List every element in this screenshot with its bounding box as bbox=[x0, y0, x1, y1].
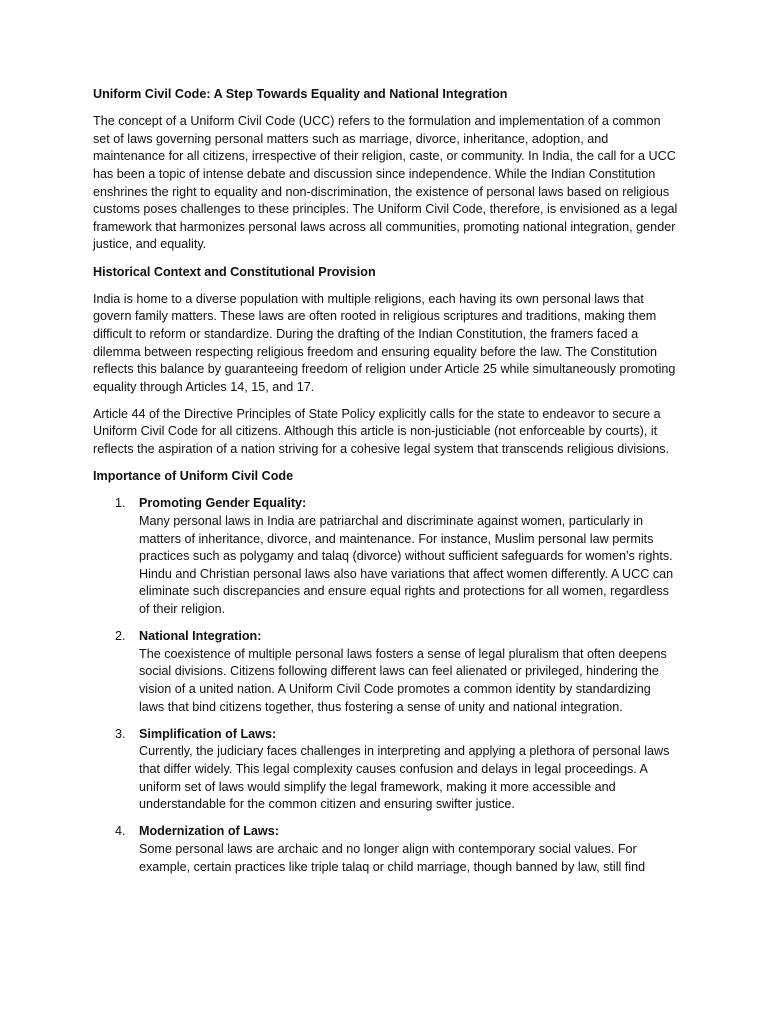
list-item-title: Promoting Gender Equality: bbox=[139, 496, 307, 511]
list-item-simplification bbox=[93, 726, 678, 814]
list-item-body: Currently, the judiciary faces challenges in interpreting and applying a plethora of personal laws that differ widely. This legal complexity causes confusion and delays in legal proceedings. A uniform set of laws would simplify the legal framework, making it more accessible and understandable for the common citizen and ensuring swifter justice. bbox=[139, 744, 670, 812]
section-heading-historical-context: Historical Context and Constitutional Provision bbox=[93, 264, 376, 279]
list-item-modernization bbox=[93, 823, 678, 876]
intro-paragraph: The concept of a Uniform Civil Code (UCC) refers to the formulation and implementation of a common set of laws governing personal matters such as marriage, divorce, inheritance, adoption, and maintenance for all citizens, irrespective of their religion, caste, or community. In India, the call for a UCC has been a topic of intense debate and discussion since independence. While the Indian Constitution enshrines the right to equality and non-discrimination, the existence of personal laws based on religious customs poses challenges to these principles. The Uniform Civil Code, therefore, is envisioned as a legal framework that harmonizes personal laws across all communities, promoting national integration, gender justice, and equality. bbox=[93, 114, 678, 252]
importance-list bbox=[93, 495, 678, 876]
document-title: Uniform Civil Code: A Step Towards Equality and National Integration bbox=[93, 87, 508, 101]
section-heading-importance: Importance of Uniform Civil Code bbox=[93, 469, 294, 484]
list-item-number: 1. bbox=[115, 496, 126, 511]
list-item-number: 4. bbox=[115, 824, 126, 839]
list-item-title: National Integration: bbox=[139, 629, 262, 644]
document-page bbox=[93, 86, 678, 886]
list-item-number: 3. bbox=[115, 726, 126, 741]
list-item-number: 2. bbox=[115, 629, 126, 644]
historical-context-paragraph-2: Article 44 of the Directive Principles of State Policy explicitly calls for the state to endeavor to secure a Uniform Civil Code for all citizens. Although this article is non-justiciable (not enforceable by courts), it reflects the aspiration of a nation striving for a cohesive legal system that transcends religious divisions. bbox=[93, 406, 670, 457]
list-item-title: Modernization of Laws: bbox=[139, 824, 279, 839]
historical-context-paragraph-1: India is home to a diverse population with multiple religions, each having its own personal laws that govern family matters. These laws are often rooted in religious scriptures and traditions, making them difficult to reform or standardize. During the drafting of the Indian Constitution, the framers faced a dilemma between respecting religious freedom and ensuring equality before the law. The Constitution reflects this balance by guaranteeing freedom of religion under Article 25 while simultaneously promoting equality through Articles 14, 15, and 17. bbox=[93, 291, 676, 394]
list-item-title: Simplification of Laws: bbox=[139, 726, 277, 741]
list-item-national-integration bbox=[93, 628, 678, 716]
list-item-body: Some personal laws are archaic and no longer align with contemporary social values. For example, certain practices like triple talaq or child marriage, though banned by law, still find bbox=[139, 841, 646, 874]
list-item-body: The coexistence of multiple personal laws fosters a sense of legal pluralism that often deepens social divisions. Citizens following different laws can feel alienated or privileged, hindering the vision of a united nation. A Uniform Civil Code promotes a common identity by standardizing laws that bind citizens together, thus fostering a sense of unity and national integration. bbox=[139, 646, 667, 714]
list-item-gender-equality bbox=[93, 495, 678, 618]
list-item-body: Many personal laws in India are patriarchal and discriminate against women, particularly in matters of inheritance, divorce, and maintenance. For instance, Muslim personal law permits practices such as polygamy and talaq (divorce) without sufficient safeguards for women’s rights. Hindu and Christian personal laws also have variations that affect women differently. A UCC can eliminate such discrepancies and ensure equal rights and protections for all women, regardless of their religion. bbox=[139, 514, 674, 616]
